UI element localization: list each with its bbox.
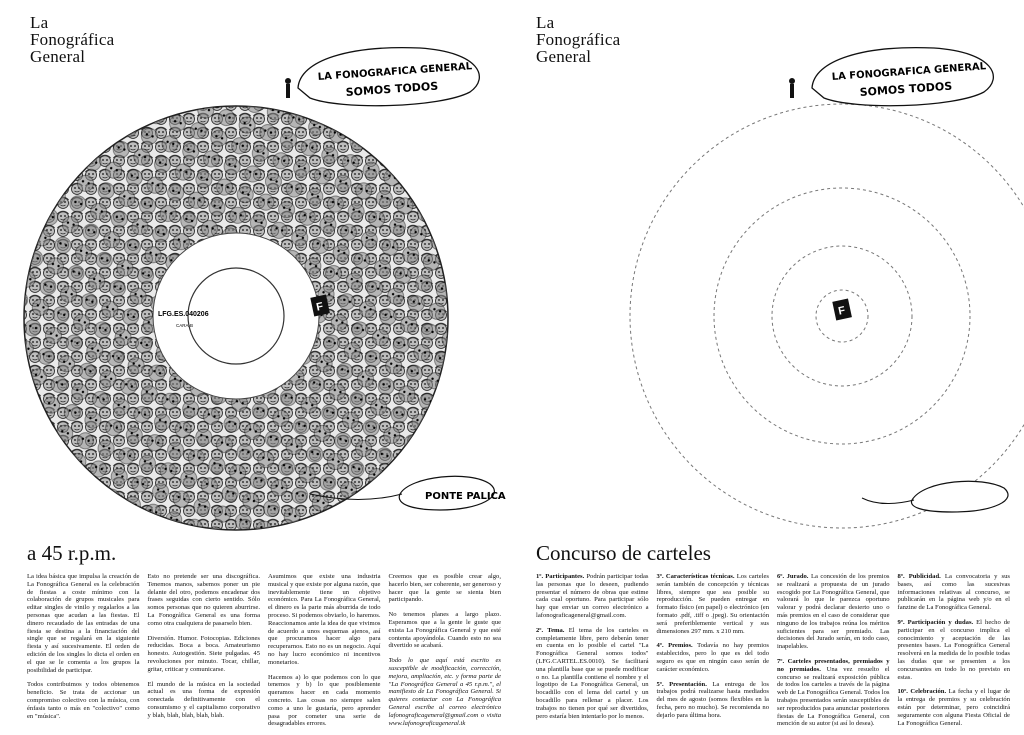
brand-line: Fonográfica bbox=[536, 30, 621, 49]
text-column bbox=[268, 573, 381, 735]
brand-line: General bbox=[30, 47, 86, 66]
rule-item: 4º. Premios. Todavía no hay premios establecidos, pero lo que es del todo seguro es que en ningún caso serán de carácter económico. bbox=[656, 642, 769, 673]
text-column bbox=[27, 573, 140, 735]
svg-text:PONTE PALICA: PONTE PALICA bbox=[425, 491, 506, 502]
brand-line: La bbox=[536, 13, 555, 32]
text-column bbox=[657, 573, 770, 735]
svg-text:SOMOS TODOS: SOMOS TODOS bbox=[859, 79, 953, 99]
paragraph: Asumimos que existe una industria musical y que existe por alguna razón, que inevitablemente tiene un objetivo económico. Para La Fonográfica General, el dinero es la parte más aburrida de todo proceso. Si podemos obviarlo, lo haremos. Reaccionamos ante la idea de que vivimos de acuerdo a unos esquemas ajenos, así que procuramos hacer algo para recuperarnos. Esto no es un negocio. Aquí no hay lucro económico ni incentivos monetarios. bbox=[268, 573, 381, 666]
rule-item: 9º. Participación y dudas. El hecho de participar en el concurso implica el conocimiento y aceptación de las presentes bases. La Fonográfica General resolverá en la medida de lo posible todas las dudas que se presenten a los concursantes en todo lo no previsto en estas. bbox=[897, 618, 1010, 681]
paragraph: Todos contribuimos y todos obtenemos beneficio. Se trata de accionar un compromiso colectivo con la música, con énfasis tanto o más en "colectivo" como en "música". bbox=[27, 681, 140, 720]
paragraph: El mundo de la música en la sociedad actual es una forma de expresión conectada definitivamente con el consumismo y el capitalismo corporativo y blah, blah, blah, blah, blah. bbox=[147, 680, 260, 719]
right-poster bbox=[512, 0, 1024, 728]
record-logo-icon bbox=[832, 299, 852, 321]
record-template-outline bbox=[512, 0, 1024, 540]
rule-item: 10º. Celebración. La fecha y el lugar de la entrega de premios y su celebración están por determinar, pero coincidirá seguramente con alguna Fiesta Oficial de La Fonográfica General. bbox=[897, 688, 1011, 727]
speech-bubble-top bbox=[789, 48, 993, 106]
paragraph: Creemos que es posible crear algo, hacerlo bien, ser coherente, ser generoso y hacer que la gente se sienta bien participando. bbox=[388, 573, 501, 604]
rule-item: 2º. Tema. El tema de los carteles es completamente libre, pero deberán tener en cuenta en lo posible el cartel "La Fonográfica General somos todos" (LFG.CARTEL.ES.0010). Se facilitará una plantilla base que se puede modificar o no. La plantilla contiene el nombre y el logotipo de La Fonográfica General, un bocadillo con el lema del cartel y un bocadillo para rellenar a placer. Los trabajos no tienen por qué ser divertidos, pero estaría bien intentarlo por lo menos. bbox=[536, 626, 649, 720]
svg-text:LA FONOGRAFICA GENERAL: LA FONOGRAFICA GENERAL bbox=[831, 61, 987, 83]
brand-line: Fonográfica bbox=[30, 30, 115, 49]
paragraph: Esto no pretende ser una discográfica. Tenemos manos, sabemos poner un pie delante del otro, podemos encadenar dos frases seguidas con cierto sentido. Sólo somos personas que no quieren aburrirse. La Fonográfica General es una forma como otra cualquiera de pasarselo bien. bbox=[147, 573, 260, 627]
rule-item: 6º. Jurado. La concesión de los premios se realizará a propuesta de un jurado escogido por La Fonográfica General, que valorará lo que le parezca oportuno valorar y podrá declarar desierto uno o más premios en el caso de considerar que ninguno de los trabajos reúna los méritos suficientes para ser premiado. Las decisiones del Jurado serán, en todo caso, inapelables. bbox=[777, 573, 890, 651]
rule-item: 5º. Presentación. La entrega de los trabajos podrá realizarse hasta mediados del mes de agosto (somos flexibles en la fecha, pero no mucho). Se recomienda no dejarlo para última hora. bbox=[656, 680, 769, 719]
svg-text:LA FONOGRAFICA GENERAL: LA FONOGRAFICA GENERAL bbox=[317, 61, 473, 83]
rule-item: 1º. Participantes. Podrán participar todas las personas que lo deseen, pudiendo presentar el número de obras que estime cada cual oportuno. Para participar sólo hay que enviar un correo electrónico a lafonograficageneral@gmail.com. bbox=[536, 573, 649, 619]
section-title-right: Concurso de carteles bbox=[536, 541, 711, 565]
brand-line: General bbox=[536, 47, 592, 66]
paragraph: La idea básica que impulsa la creación de La Fonográfica General es la celebración de fiestas a coste mínimo con la colaboración de grupos musicales para editar singles de vinilo y regalarlos a las personas que acudan a las fiestas. El dinero recaudado de las entradas de una fiesta se destina a la financiación del single que se regalará en la siguiente fiesta y así sucesivamente. El orden de edición de los singles lo dicta el orden en el que se le comenta a los grupos la posibilidad de participar. bbox=[27, 573, 140, 674]
svg-text:F: F bbox=[837, 304, 847, 318]
left-poster bbox=[0, 0, 512, 728]
text-column bbox=[536, 573, 649, 735]
record-catalog: LFG.ES.040206 bbox=[158, 311, 209, 318]
rule-item: 3º. Características técnicas. Los carteles serán también de concepción y técnicas libres, siempre que sea posible su reproducción. Se pueden entregar en formato físico (en papel) o electrónico (en formato .pdf, .tiff o .jpeg). Su orientación será preferiblemente vertical y sus dimensiones 297 mm. x 210 mm. bbox=[656, 573, 769, 635]
manifesto-columns bbox=[27, 573, 501, 735]
rule-item: 7º. Carteles presentados, premiados y no premiados. Una vez resuelto el concurso se realizará exposición pública de todos los carteles a través de la página web de La Fonográfica General. Todos los trabajos presentados serán susceptibles de ser reproducidos para anunciar posteriores fiestas de La Fonográfica General, con mención de su autor (si así lo desea). bbox=[777, 657, 890, 728]
text-column bbox=[148, 573, 261, 735]
svg-text:SOMOS TODOS: SOMOS TODOS bbox=[345, 79, 439, 99]
section-title-left: a 45 r.p.m. bbox=[27, 541, 117, 565]
contest-rules-columns bbox=[536, 573, 1010, 735]
svg-text:F: F bbox=[315, 300, 325, 314]
paragraph: Hacemos a) lo que podemos con lo que tenemos y b) lo que posiblemente queramos hacer en cada momento concreto. Las cosas no siempre salen como a uno le gustaría, pero aprender pasa por cometer una serie de desagradables errores. bbox=[268, 673, 381, 728]
rule-item: 8º. Publicidad. La convocatoria y sus bases, así como las sucesivas informaciones relativas al concurso, se publicarán en la página web y/o en el fanzine de La Fonográfica General. bbox=[897, 573, 1010, 612]
text-column bbox=[898, 573, 1011, 735]
empty-speech-bubble bbox=[862, 481, 1008, 512]
paragraph: No tenemos planes a largo plazo. Esperamos que a la gente le guste que exista La Fonográfica General y que esté contenta apoyándola. Cuando esto no sea divertido se acabará. bbox=[388, 611, 501, 650]
record-collage-illustration bbox=[0, 0, 512, 540]
dashed-outer-ring bbox=[630, 104, 1024, 528]
text-column bbox=[777, 573, 890, 735]
text-column bbox=[389, 573, 502, 735]
paragraph: Diversión. Humor. Fotocopias. Ediciones reducidas. Boca a boca. Amateurismo honesto. Autogestión. Siete pulgadas. 45 revoluciones por minuto. Tocar, chillar, gritar, criticar y comunicarse. bbox=[147, 634, 260, 673]
paragraph-italic: Todo lo que aquí está escrito es susceptible de modificación, corrección, mejora, ampliación, etc. y forma parte de "La Fonográfica General a 45 r.p.m.", el manifiesto de La Fonográfica General. Si quieres contactar con La Fonográfica General escribe al correo electrónico lafonograficageneral@gmail.com o visita www.lafonograficageneral.tk bbox=[388, 657, 501, 727]
brand-line: La bbox=[30, 13, 49, 32]
record-side: CARA-B bbox=[176, 323, 194, 328]
speech-bubble-top bbox=[285, 48, 479, 106]
